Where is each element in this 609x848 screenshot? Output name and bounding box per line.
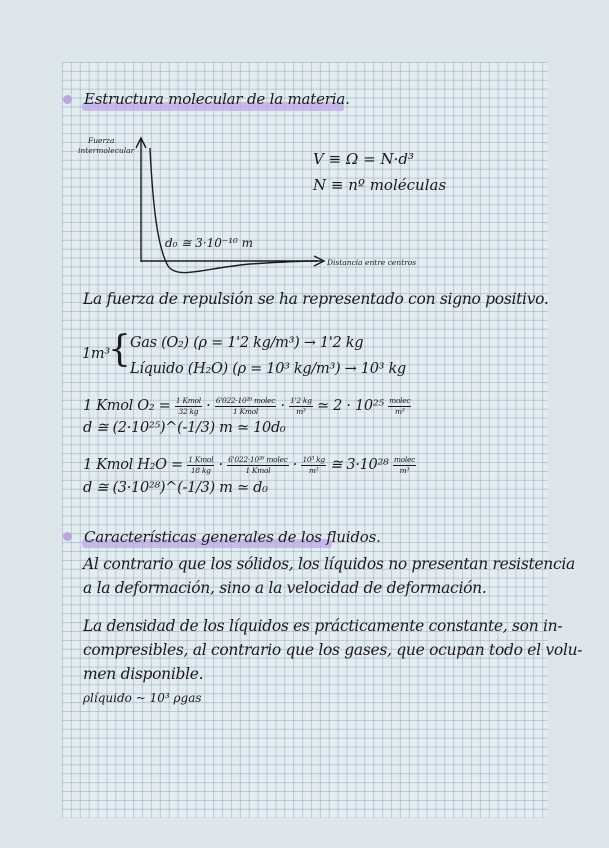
y-axis-label: Fuerza <box>88 136 115 145</box>
gas-line: Gas (O₂) (ρ = 1'2 kg/m³) → 1'2 kg <box>130 335 364 351</box>
m3-label: 1m³ <box>82 346 110 362</box>
x-axis-label: Distancia entre centros <box>327 258 417 267</box>
o2-computation: 1 Kmol O₂ = $\frac{\text{1 Kmol}}{32 kg}$ · $\frac{\text{6'022·10²⁶ molec}}{\text{1 Kmol}}$ · $\frac{1'2 kg}{\text{m³}}$ ≃ 2 · 10²⁵ $\frac{\text{molec}}{\text{m³}}$ <box>83 396 411 416</box>
volume-equation: V ≡ Ω = N·d³ <box>313 150 414 168</box>
paragraph-line: a la deformación, sino a la velocidad de deformación. <box>83 579 487 597</box>
y-axis-label: intermolecular <box>78 146 135 155</box>
liquid-line: Líquido (H₂O) (ρ = 10³ kg/m³) → 10³ kg <box>130 361 406 377</box>
o2-distance: d ≅ (2·10²⁵)^(-1/3) m ≃ 10d₀ <box>83 420 286 436</box>
h2o-distance: d ≅ (3·10²⁸)^(-1/3) m ≃ d₀ <box>83 480 268 496</box>
density-ratio: ρlíquido ~ 10³ ρgas <box>83 691 202 705</box>
h2o-computation: 1 Kmol H₂O = $\frac{\text{1 Kmol}}{18 kg}$ · $\frac{\text{6'022·10²⁶ molec}}{\text{1 Kmol}}$ · $\frac{\text{10³ kg}}{\text{m³}}$ ≅ 3·10²⁸ $\frac{\text{molec}}{\text{m³}}$ <box>83 455 415 475</box>
paragraph-line: compresibles, al contrario que los gases, que ocupan todo el volu- <box>83 641 583 659</box>
repulsion-note: La fuerza de repulsión se ha representado con signo positivo. <box>83 290 549 308</box>
paragraph-line: men disponible. <box>83 665 204 683</box>
paragraph-line: La densidad de los líquidos es prácticamente constante, son in- <box>83 617 563 635</box>
n-definition: N ≡ nº moléculas <box>313 176 447 194</box>
section-title: Estructura molecular de la materia. <box>84 90 350 108</box>
bullet-dot <box>63 532 72 541</box>
paragraph-line: Al contrario que los sólidos, los líquidos no presentan resistencia <box>83 555 575 573</box>
d0-label: d₀ ≅ 3·10⁻¹⁰ m <box>165 236 254 250</box>
section-title: Características generales de los fluidos. <box>84 528 381 546</box>
curly-brace: { <box>108 329 131 370</box>
